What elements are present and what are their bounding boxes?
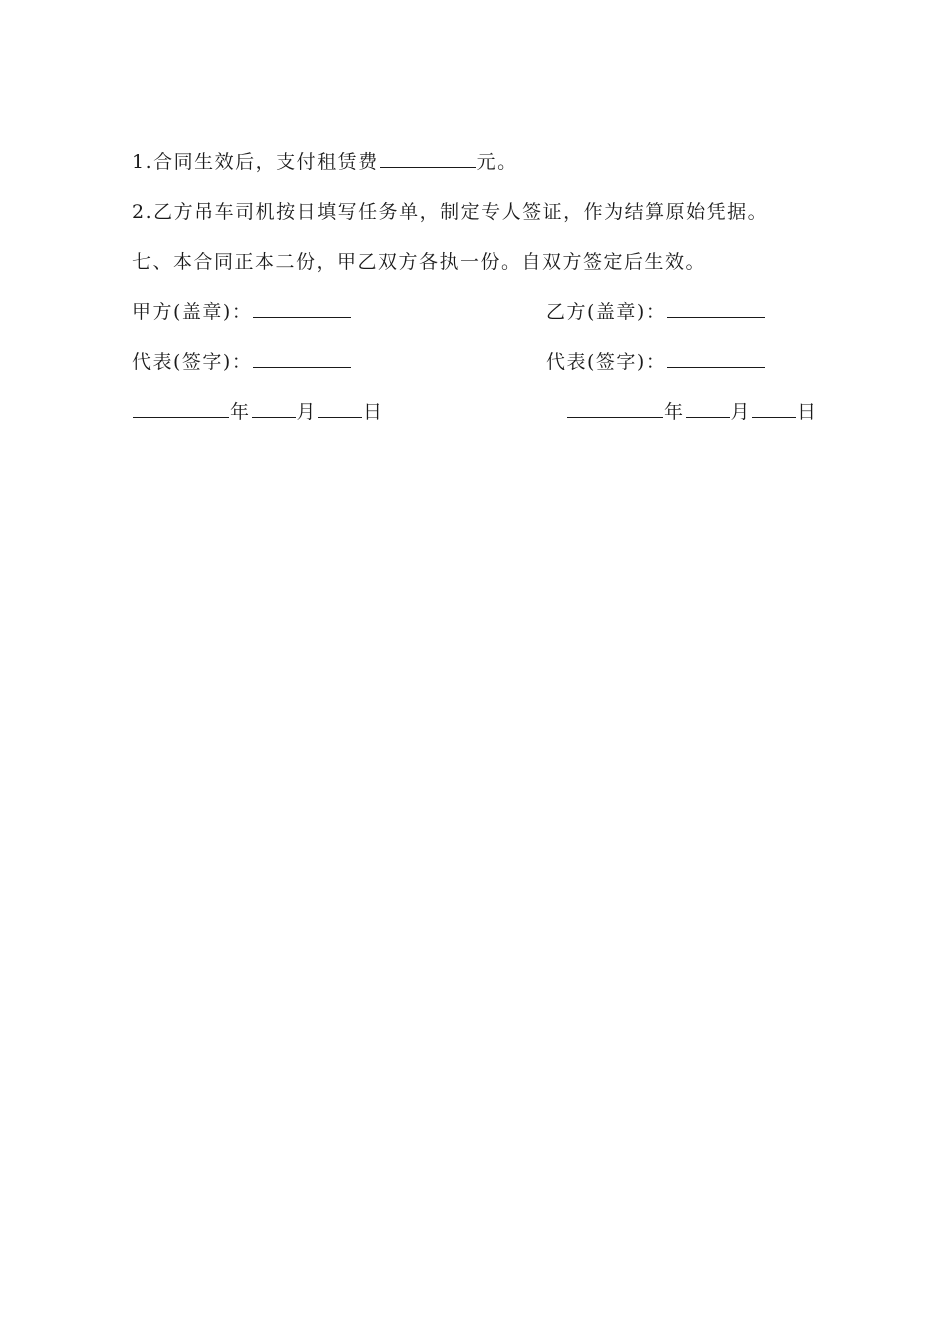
party-b-blank	[667, 299, 765, 318]
clause-payment-text: 1.合同生效后，支付租赁费	[132, 151, 379, 173]
rep-a-signature	[132, 349, 352, 374]
party-a-blank	[253, 299, 351, 318]
date-a-year-blank	[133, 399, 229, 418]
clause-task-sheet: 2.乙方吊车司机按日填写任务单，制定专人签证，作为结算原始凭据。	[132, 201, 769, 223]
clause-copies: 七、本合同正本二份，甲乙双方各执一份。自双方签定后生效。	[132, 251, 707, 273]
amount-blank	[380, 149, 476, 168]
clause-payment	[132, 149, 518, 174]
date-a-day: 日	[363, 401, 384, 423]
party-a-seal	[132, 299, 352, 324]
clause-payment-unit: 元。	[476, 151, 518, 173]
rep-b-blank	[667, 349, 765, 368]
date-a-month-blank	[252, 399, 296, 418]
date-b-month-blank	[686, 399, 730, 418]
date-b	[566, 399, 818, 424]
date-b-year: 年	[664, 401, 685, 423]
date-b-day: 日	[797, 401, 818, 423]
date-a-year: 年	[230, 401, 251, 423]
date-b-day-blank	[752, 399, 796, 418]
rep-a-blank	[253, 349, 351, 368]
date-a-month: 月	[296, 401, 318, 423]
party-a-label: 甲方(盖章)：	[132, 301, 253, 323]
date-b-month: 月	[730, 401, 752, 423]
party-b-seal	[546, 299, 766, 324]
date-b-year-blank	[567, 399, 663, 418]
rep-a-label: 代表(签字)：	[132, 351, 253, 373]
date-a-day-blank	[318, 399, 362, 418]
rep-b-label: 代表(签字)：	[546, 351, 667, 373]
rep-b-signature	[546, 349, 766, 374]
party-b-label: 乙方(盖章)：	[546, 301, 667, 323]
date-a	[132, 399, 384, 424]
